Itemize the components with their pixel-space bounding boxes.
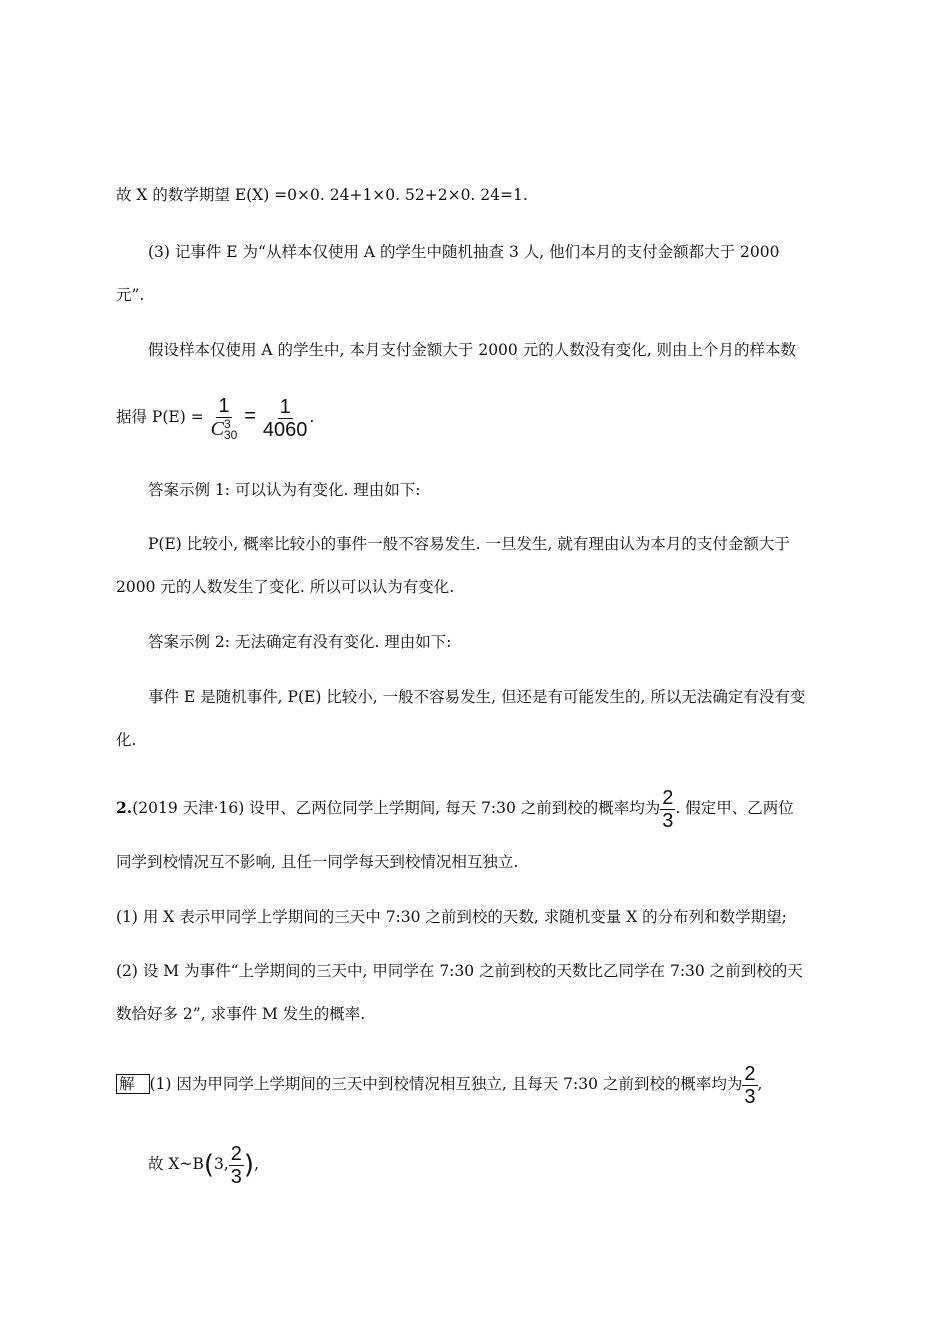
formula-end: . xyxy=(309,408,315,426)
fraction-denominator: 4060 xyxy=(262,418,308,441)
combination-symbol: C xyxy=(210,418,224,441)
combination-sub: 30 xyxy=(223,427,238,442)
formula-prefix: 据得 P(E) = xyxy=(116,408,204,426)
binomial-end: , xyxy=(254,1155,260,1173)
problem-2-statement xyxy=(116,786,794,832)
answer-2-reason-cont: 化. xyxy=(116,731,137,749)
answer-1-reason: P(E) 比较小, 概率比较小的事件一般不容易发生. 一旦发生, 就有理由认为本月的支付金额大于 xyxy=(148,535,790,553)
problem-number: 2. xyxy=(116,798,133,817)
answer-example-1: 答案示例 1: 可以认为有变化. 理由如下: xyxy=(148,481,421,499)
binomial-n: 3, xyxy=(214,1155,229,1173)
problem-2-text-cont: . 假定甲、乙两位 xyxy=(675,799,794,817)
combination-sup: 3 xyxy=(223,416,231,431)
answer-2-reason: 事件 E 是随机事件, P(E) 比较小, 一般不容易发生, 但还是有可能发生的, 所以无法确定有没有变 xyxy=(148,688,806,706)
assumption-line: 假设样本仅使用 A 的学生中, 本月支付金额大于 2000 元的人数没有变化, 则由上个月的样本数 xyxy=(148,341,797,359)
probability-formula xyxy=(116,394,314,441)
problem-2-text: (2019 天津·16) 设甲、乙两位同学上学期间, 每天 7:30 之前到校的概率均为 xyxy=(132,799,661,817)
solution-label: 解 xyxy=(116,1074,150,1094)
question-2-cont: 数恰好多 2”, 求事件 M 发生的概率. xyxy=(116,1005,366,1023)
right-paren: ) xyxy=(243,1150,255,1180)
fraction-two-thirds xyxy=(660,787,675,832)
fraction-numerator: 1 xyxy=(218,395,230,418)
fraction-numerator: 1 xyxy=(279,395,291,418)
fraction-denominator: 3 xyxy=(662,809,674,832)
fraction-1-over-c xyxy=(209,395,240,441)
question-1: (1) 用 X 表示甲同学上学期间的三天中 7:30 之前到校的天数, 求随机变量 X 的分布列和数学期望; xyxy=(116,908,787,926)
solution-text: (1) 因为甲同学上学期间的三天中到校情况相互独立, 且每天 7:30 之前到校的概率均为 xyxy=(149,1075,743,1093)
left-paren: ( xyxy=(203,1150,214,1180)
fraction-numerator: 2 xyxy=(744,1062,756,1085)
fraction-denominator: 3 xyxy=(230,1165,242,1188)
solution-line xyxy=(116,1062,762,1108)
event-e-definition-cont: 元”. xyxy=(116,286,145,304)
fraction-denominator: 3 xyxy=(744,1085,756,1108)
expectation-line: 故 X 的数学期望 E(X) =0×0. 24+1×0. 52+2×0. 24=1. xyxy=(116,186,528,204)
answer-1-reason-cont: 2000 元的人数发生了变化. 所以可以认为有变化. xyxy=(116,578,455,596)
problem-2-statement-cont: 同学到校情况互不影响, 且任一同学每天到校情况相互独立. xyxy=(116,853,519,871)
fraction-two-thirds xyxy=(742,1063,757,1108)
question-2: (2) 设 M 为事件“上学期间的三天中, 甲同学在 7:30 之前到校的天数比乙同学在 7:30 之前到校的天 xyxy=(116,962,803,980)
equals-sign: = xyxy=(244,405,256,427)
fraction-two-thirds xyxy=(229,1143,244,1188)
fraction-numerator: 2 xyxy=(662,786,674,809)
fraction-numerator: 2 xyxy=(230,1142,242,1165)
binomial-prefix: 故 X~B xyxy=(148,1155,204,1173)
answer-example-2: 答案示例 2: 无法确定有没有变化. 理由如下: xyxy=(148,633,452,651)
fraction-denominator xyxy=(209,418,240,441)
event-e-definition: (3) 记事件 E 为“从样本仅使用 A 的学生中随机抽查 3 人, 他们本月的支付金额都大于 2000 xyxy=(148,243,780,261)
solution-end: , xyxy=(757,1075,763,1093)
fraction-1-over-4060 xyxy=(261,396,310,441)
binomial-line xyxy=(148,1142,259,1188)
